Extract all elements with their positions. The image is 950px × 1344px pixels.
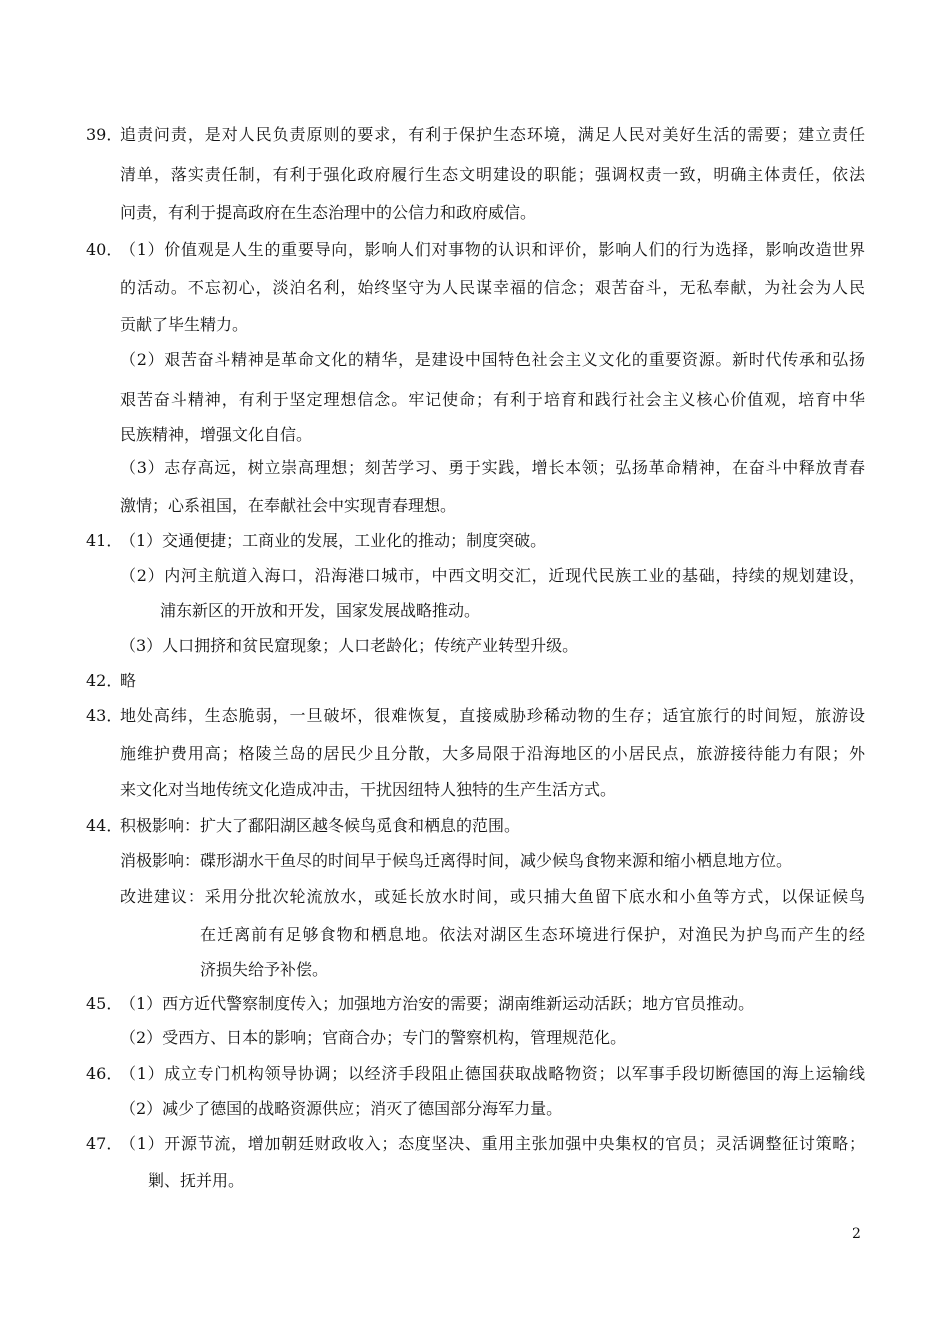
question-number-44: 44．: [86, 816, 123, 835]
answer-45-part1: （1）西方近代警察制度传入；加强地方治安的需要；湖南维新运动活跃；地方官员推动。: [120, 994, 755, 1013]
answer-47-line-1: （1）开源节流，增加朝廷财政收入；态度坚决、重用主张加强中央集权的官员；灵活调整征讨策略；: [120, 1134, 865, 1153]
question-number-42: 42．: [86, 671, 123, 690]
page-number: 2: [852, 1226, 861, 1242]
answer-43-line-2: 施维护费用高；格陵兰岛的居民少且分散，大多局限于沿海地区的小居民点，旅游接待能力有限；外: [120, 744, 865, 763]
answer-40-part1-line-2: 的活动。不忘初心，淡泊名利，始终坚守为人民谋幸福的信念；艰苦奋斗，无私奉献，为社会为人民: [120, 278, 865, 297]
answer-44-positive: 积极影响：扩大了鄱阳湖区越冬候鸟觅食和栖息的范围。: [120, 816, 521, 835]
answer-39-line-2: 清单，落实责任制，有利于强化政府履行生态文明建设的职能；强调权责一致，明确主体责任，依法: [120, 165, 865, 184]
answer-46-part1: （1）成立专门机构领导协调；以经济手段阻止德国获取战略物资；以军事手段切断德国的海上运输线: [120, 1064, 865, 1083]
answer-44-suggestion-line-3: 济损失给予补偿。: [200, 960, 329, 979]
answer-40-part1-line-3: 贡献了毕生精力。: [120, 315, 249, 334]
answer-41-part3: （3）人口拥挤和贫民窟现象；人口老龄化；传统产业转型升级。: [120, 636, 579, 655]
question-number-41: 41．: [86, 531, 123, 550]
answer-40-part3-line-2: 激情；心系祖国，在奉献社会中实现青春理想。: [120, 496, 457, 515]
answer-40-part2-line-3: 民族精神，增强文化自信。: [120, 425, 313, 444]
answer-40-part2-line-1: （2）艰苦奋斗精神是革命文化的精华，是建设中国特色社会主义文化的重要资源。新时代传承和弘扬: [120, 350, 865, 369]
question-number-43: 43．: [86, 706, 123, 725]
answer-42: 略: [120, 671, 137, 690]
answer-41-part1: （1）交通便捷；工商业的发展，工业化的推动；制度突破。: [120, 531, 547, 550]
answer-39-line-3: 问责，有利于提高政府在生态治理中的公信力和政府威信。: [120, 203, 537, 222]
answer-41-part2-line-2: 浦东新区的开放和开发，国家发展战略推动。: [160, 601, 481, 620]
answer-44-negative: 消极影响：碟形湖水干鱼尽的时间早于候鸟迁离得时间，减少候鸟食物来源和缩小栖息地方位。: [120, 851, 793, 870]
question-number-45: 45．: [86, 994, 123, 1013]
answer-40-part2-line-2: 艰苦奋斗精神，有利于坚定理想信念。牢记使命；有利于培育和践行社会主义核心价值观，培育中华: [120, 390, 865, 409]
question-number-40: 40．: [86, 240, 123, 259]
answer-44-suggestion-line-1: 改进建议：采用分批次轮流放水，或延长放水时间，或只捕大鱼留下底水和小鱼等方式，以保证候鸟: [120, 887, 865, 906]
answer-43-line-1: 地处高纬，生态脆弱，一旦破坏，很难恢复，直接威胁珍稀动物的生存；适宜旅行的时间短，旅游设: [120, 706, 865, 725]
question-number-39: 39．: [86, 125, 123, 144]
answer-39-line-1: 追责问责，是对人民负责原则的要求，有利于保护生态环境，满足人民对美好生活的需要；建立责任: [120, 125, 865, 144]
answer-43-line-3: 来文化对当地传统文化造成冲击，干扰因纽特人独特的生产生活方式。: [120, 780, 617, 799]
answer-47-line-2: 剿、抚并用。: [148, 1171, 245, 1190]
answer-40-part3-line-1: （3）志存高远，树立崇高理想；刻苦学习、勇于实践，增长本领；弘扬革命精神，在奋斗中释放青春: [120, 458, 865, 477]
question-number-46: 46．: [86, 1064, 123, 1083]
question-number-47: 47．: [86, 1134, 123, 1153]
answer-41-part2-line-1: （2）内河主航道入海口，沿海港口城市，中西文明交汇，近现代民族工业的基础，持续的规划建设，: [120, 566, 865, 585]
answer-40-part1-line-1: （1）价值观是人生的重要导向，影响人们对事物的认识和评价，影响人们的行为选择，影响改造世界: [120, 240, 865, 259]
answer-44-suggestion-line-2: 在迁离前有足够食物和栖息地。依法对湖区生态环境进行保护，对渔民为护鸟而产生的经: [200, 925, 865, 944]
answer-46-part2: （2）减少了德国的战略资源供应；消灭了德国部分海军力量。: [120, 1099, 563, 1118]
answer-45-part2: （2）受西方、日本的影响；官商合办；专门的警察机构，管理规范化。: [120, 1028, 627, 1047]
